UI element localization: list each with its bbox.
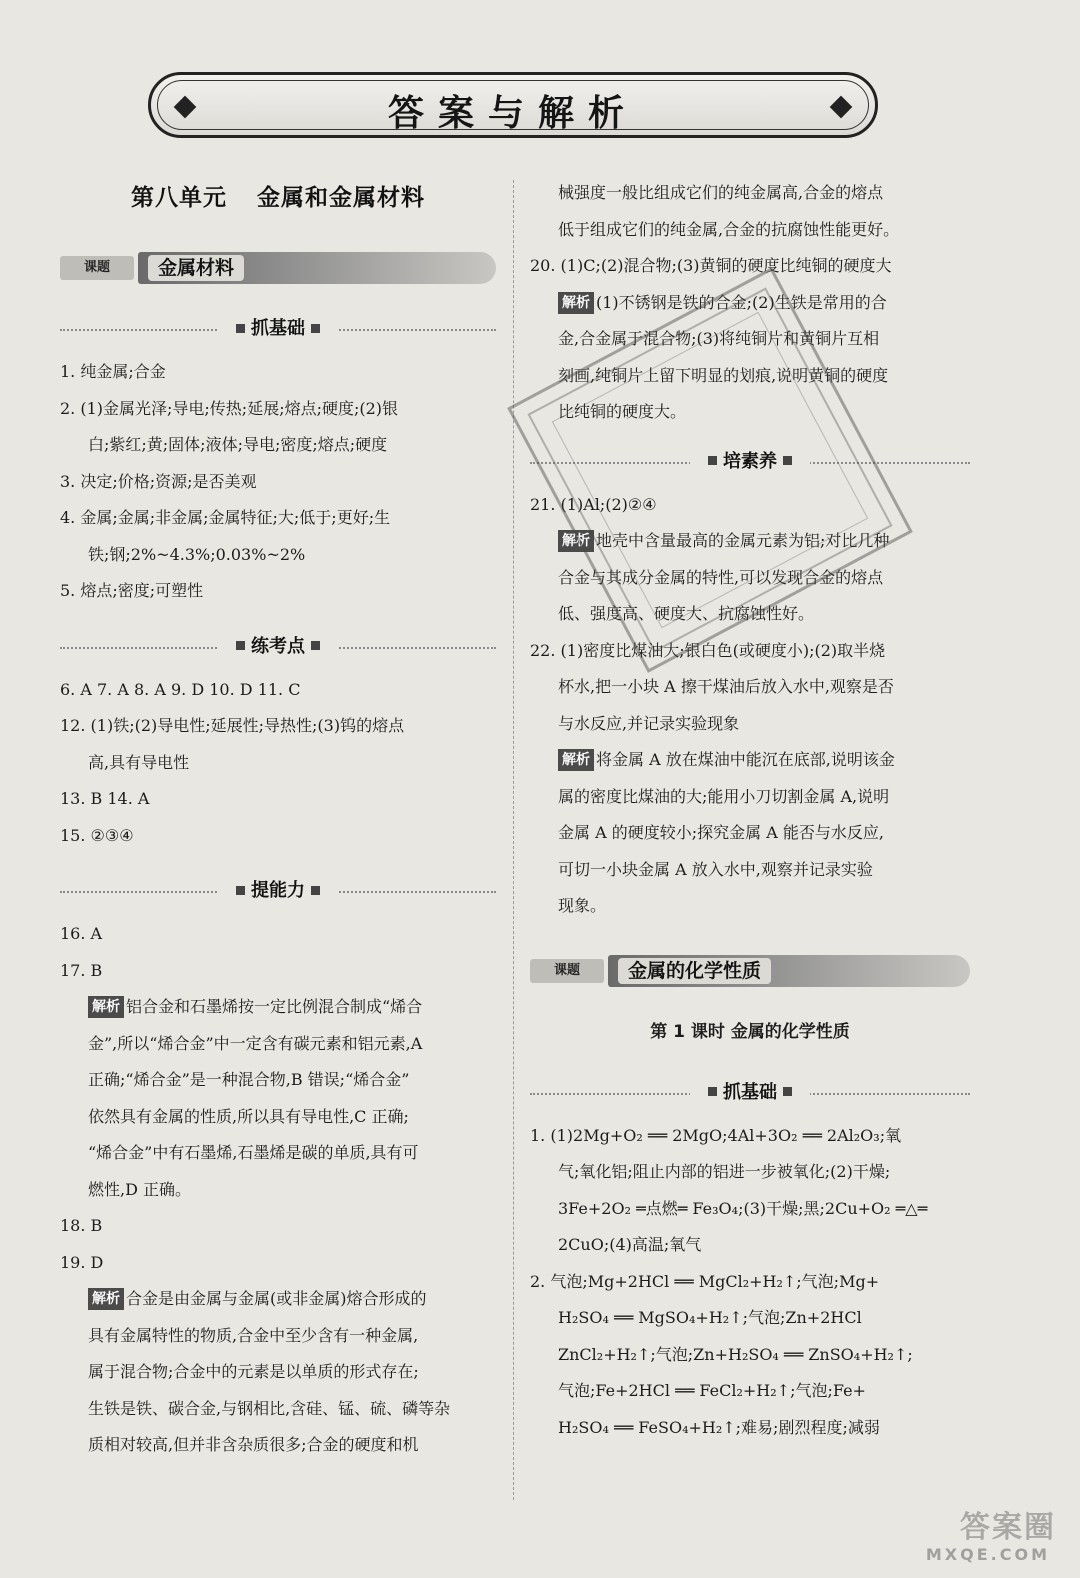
analysis-line: 金”,所以“烯合金”中一定含有碳元素和铝元素,A xyxy=(88,1033,423,1053)
analysis-badge: 解析 xyxy=(558,749,594,771)
analysis-line: 金,合金属于混合物;(3)将纯铜片和黄铜片互相 xyxy=(558,329,880,348)
section-header: 抓基础 xyxy=(530,1078,970,1108)
analysis-line: 生铁是铁、碳合金,与钢相比,含硅、锰、硫、磷等杂 xyxy=(88,1398,451,1418)
analysis-line: 解析 将金属 A 放在煤油中能沉在底部,说明该金 xyxy=(530,742,970,779)
title-banner xyxy=(148,72,878,138)
answer-line: 19. D xyxy=(60,1252,104,1272)
lesson-title: 第 1 课时 金属的化学性质 xyxy=(650,1021,850,1042)
watermark-logo: 答案圈 MXQE.COM xyxy=(925,1510,1056,1564)
answer-list xyxy=(60,672,496,855)
answer-line: 16. A xyxy=(60,924,103,943)
answer-line: 气;氧化铝;阻止内部的铝进一步被氧化;(2)干燥; xyxy=(558,1162,891,1181)
answer-line: 1. 纯金属;合金 xyxy=(60,362,166,381)
analysis-line: 比纯铜的硬度大。 xyxy=(558,402,687,421)
topic-bar xyxy=(60,252,496,284)
answer-line: ZnCl₂+H₂↑;气泡;Zn+H₂SO₄ ══ ZnSO₄+H₂↑; xyxy=(558,1344,913,1364)
answer-line: 4. 金属;金属;非金属;金属特征;大;低于;更好;生 xyxy=(60,508,391,527)
analysis-line: 属于混合物;合金中的元素是以单质的形式存在; xyxy=(88,1362,419,1381)
analysis-line: 低、强度高、硬度大、抗腐蚀性好。 xyxy=(558,604,815,623)
answer-line: 高,具有导电性 xyxy=(88,752,190,772)
analysis-line: 合金与其成分金属的特性,可以发现合金的熔点 xyxy=(558,567,884,587)
answer-line: 与水反应,并记录实验现象 xyxy=(558,713,740,733)
answer-line: 铁;钢;2%~4.3%;0.03%~2% xyxy=(88,544,306,564)
analysis-line: 属的密度比煤油的大;能用小刀切割金属 A,说明 xyxy=(558,786,890,806)
answer-line: H₂SO₄ ══ MgSO₄+H₂↑;气泡;Zn+2HCl xyxy=(558,1308,862,1327)
analysis-line: 具有金属特性的物质,合金中至少含有一种金属, xyxy=(88,1325,419,1345)
unit-title: 第八单元 金属和金属材料 xyxy=(131,185,425,211)
analysis-line: 正确;“烯合金”是一种混合物,B 错误;“烯合金” xyxy=(88,1070,410,1089)
answer-line: 2. (1)金属光泽;导电;传热;延展;熔点;硬度;(2)银 xyxy=(60,398,399,418)
answer-line: 1. (1)2Mg+O₂ ══ 2MgO;4Al+3O₂ ══ 2Al₂O₃;氧 xyxy=(530,1125,902,1145)
answer-line: 21. (1)Al;(2)②④ xyxy=(530,494,657,514)
analysis-line: 解析 合金是由金属与金属(或非金属)熔合形成的 xyxy=(60,1281,496,1318)
answer-line: 2. 气泡;Mg+2HCl ══ MgCl₂+H₂↑;气泡;Mg+ xyxy=(530,1271,880,1291)
topic-name: 金属材料 xyxy=(138,252,496,284)
answer-list xyxy=(60,354,496,610)
section-header: 抓基础 xyxy=(60,314,496,344)
section-header: 培素养 xyxy=(530,447,970,477)
answer-line: 13. B 14. A xyxy=(60,789,150,808)
topic-name: 金属的化学性质 xyxy=(608,955,970,987)
answer-line: 白;紫红;黄;固体;液体;导电;密度;熔点;硬度 xyxy=(88,435,388,454)
analysis-line: 质相对较高,但并非含杂质很多;合金的硬度和机 xyxy=(88,1435,419,1454)
answer-line: 15. ②③④ xyxy=(60,825,134,845)
topic-tag: 课题 xyxy=(530,959,604,983)
left-column xyxy=(60,175,496,1464)
analysis-line: “烯合金”中有石墨烯,石墨烯是碳的单质,具有可 xyxy=(88,1143,419,1162)
analysis-badge: 解析 xyxy=(558,530,594,552)
analysis-line: 依然具有金属的性质,所以具有导电性,C 正确; xyxy=(88,1106,409,1126)
topic-bar xyxy=(530,955,970,987)
answer-line: 22. (1)密度比煤油大;银白色(或硬度小);(2)取半烧 xyxy=(530,640,886,660)
section-header: 提能力 xyxy=(60,876,496,906)
answer-line: 2CuO;(4)高温;氧气 xyxy=(558,1235,702,1254)
answer-line: 杯水,把一小块 A 擦干煤油后放入水中,观察是否 xyxy=(558,677,894,696)
analysis-line: 刻画,纯铜片上留下明显的划痕,说明黄铜的硬度 xyxy=(558,365,889,385)
analysis-line: 解析 地壳中含量最高的金属元素为铝;对比几种 xyxy=(530,523,970,560)
analysis-badge: 解析 xyxy=(88,1288,124,1310)
analysis-badge: 解析 xyxy=(88,996,124,1018)
analysis-line: 现象。 xyxy=(558,896,607,915)
analysis-badge: 解析 xyxy=(558,292,594,314)
answer-list xyxy=(530,1118,970,1447)
analysis-line: 燃性,D 正确。 xyxy=(88,1179,192,1199)
answer-line: 6. A 7. A 8. A 9. D 10. D 11. C xyxy=(60,679,301,699)
analysis-line: 可切一小块金属 A 放入水中,观察并记录实验 xyxy=(558,859,873,879)
topic-tag: 课题 xyxy=(60,256,134,280)
column-divider xyxy=(513,180,514,1500)
analysis-line: 解析 (1)不锈钢是铁的合金;(2)生铁是常用的合 xyxy=(530,285,970,322)
answer-line: 气泡;Fe+2HCl ══ FeCl₂+H₂↑;气泡;Fe+ xyxy=(558,1381,866,1400)
answer-list xyxy=(60,916,496,1464)
answer-line: H₂SO₄ ══ FeSO₄+H₂↑;难易;剧烈程度;减弱 xyxy=(558,1417,880,1437)
answer-line: 5. 熔点;密度;可塑性 xyxy=(60,581,204,600)
analysis-line: 解析 铝合金和石墨烯按一定比例混合制成“烯合 xyxy=(60,989,496,1026)
answer-line: 18. B xyxy=(60,1216,103,1235)
answer-line: 20. (1)C;(2)混合物;(3)黄铜的硬度比纯铜的硬度大 xyxy=(530,256,892,275)
analysis-line: 低于组成它们的纯金属,合金的抗腐蚀性能更好。 xyxy=(558,219,900,239)
analysis-line: 金属 A 的硬度较小;探究金属 A 能否与水反应, xyxy=(558,823,884,842)
section-header: 练考点 xyxy=(60,632,496,662)
answer-line: 12. (1)铁;(2)导电性;延展性;导热性;(3)钨的熔点 xyxy=(60,716,405,735)
analysis-line: 械强度一般比组成它们的纯金属高,合金的熔点 xyxy=(558,183,884,202)
answer-line: 17. B xyxy=(60,960,103,980)
answer-line: 3. 决定;价格;资源;是否美观 xyxy=(60,471,257,491)
answer-line: 3Fe+2O₂ ═点燃═ Fe₃O₄;(3)干燥;黑;2Cu+O₂ ═△═ xyxy=(558,1198,928,1218)
page-title: 答案与解析 xyxy=(387,93,638,134)
